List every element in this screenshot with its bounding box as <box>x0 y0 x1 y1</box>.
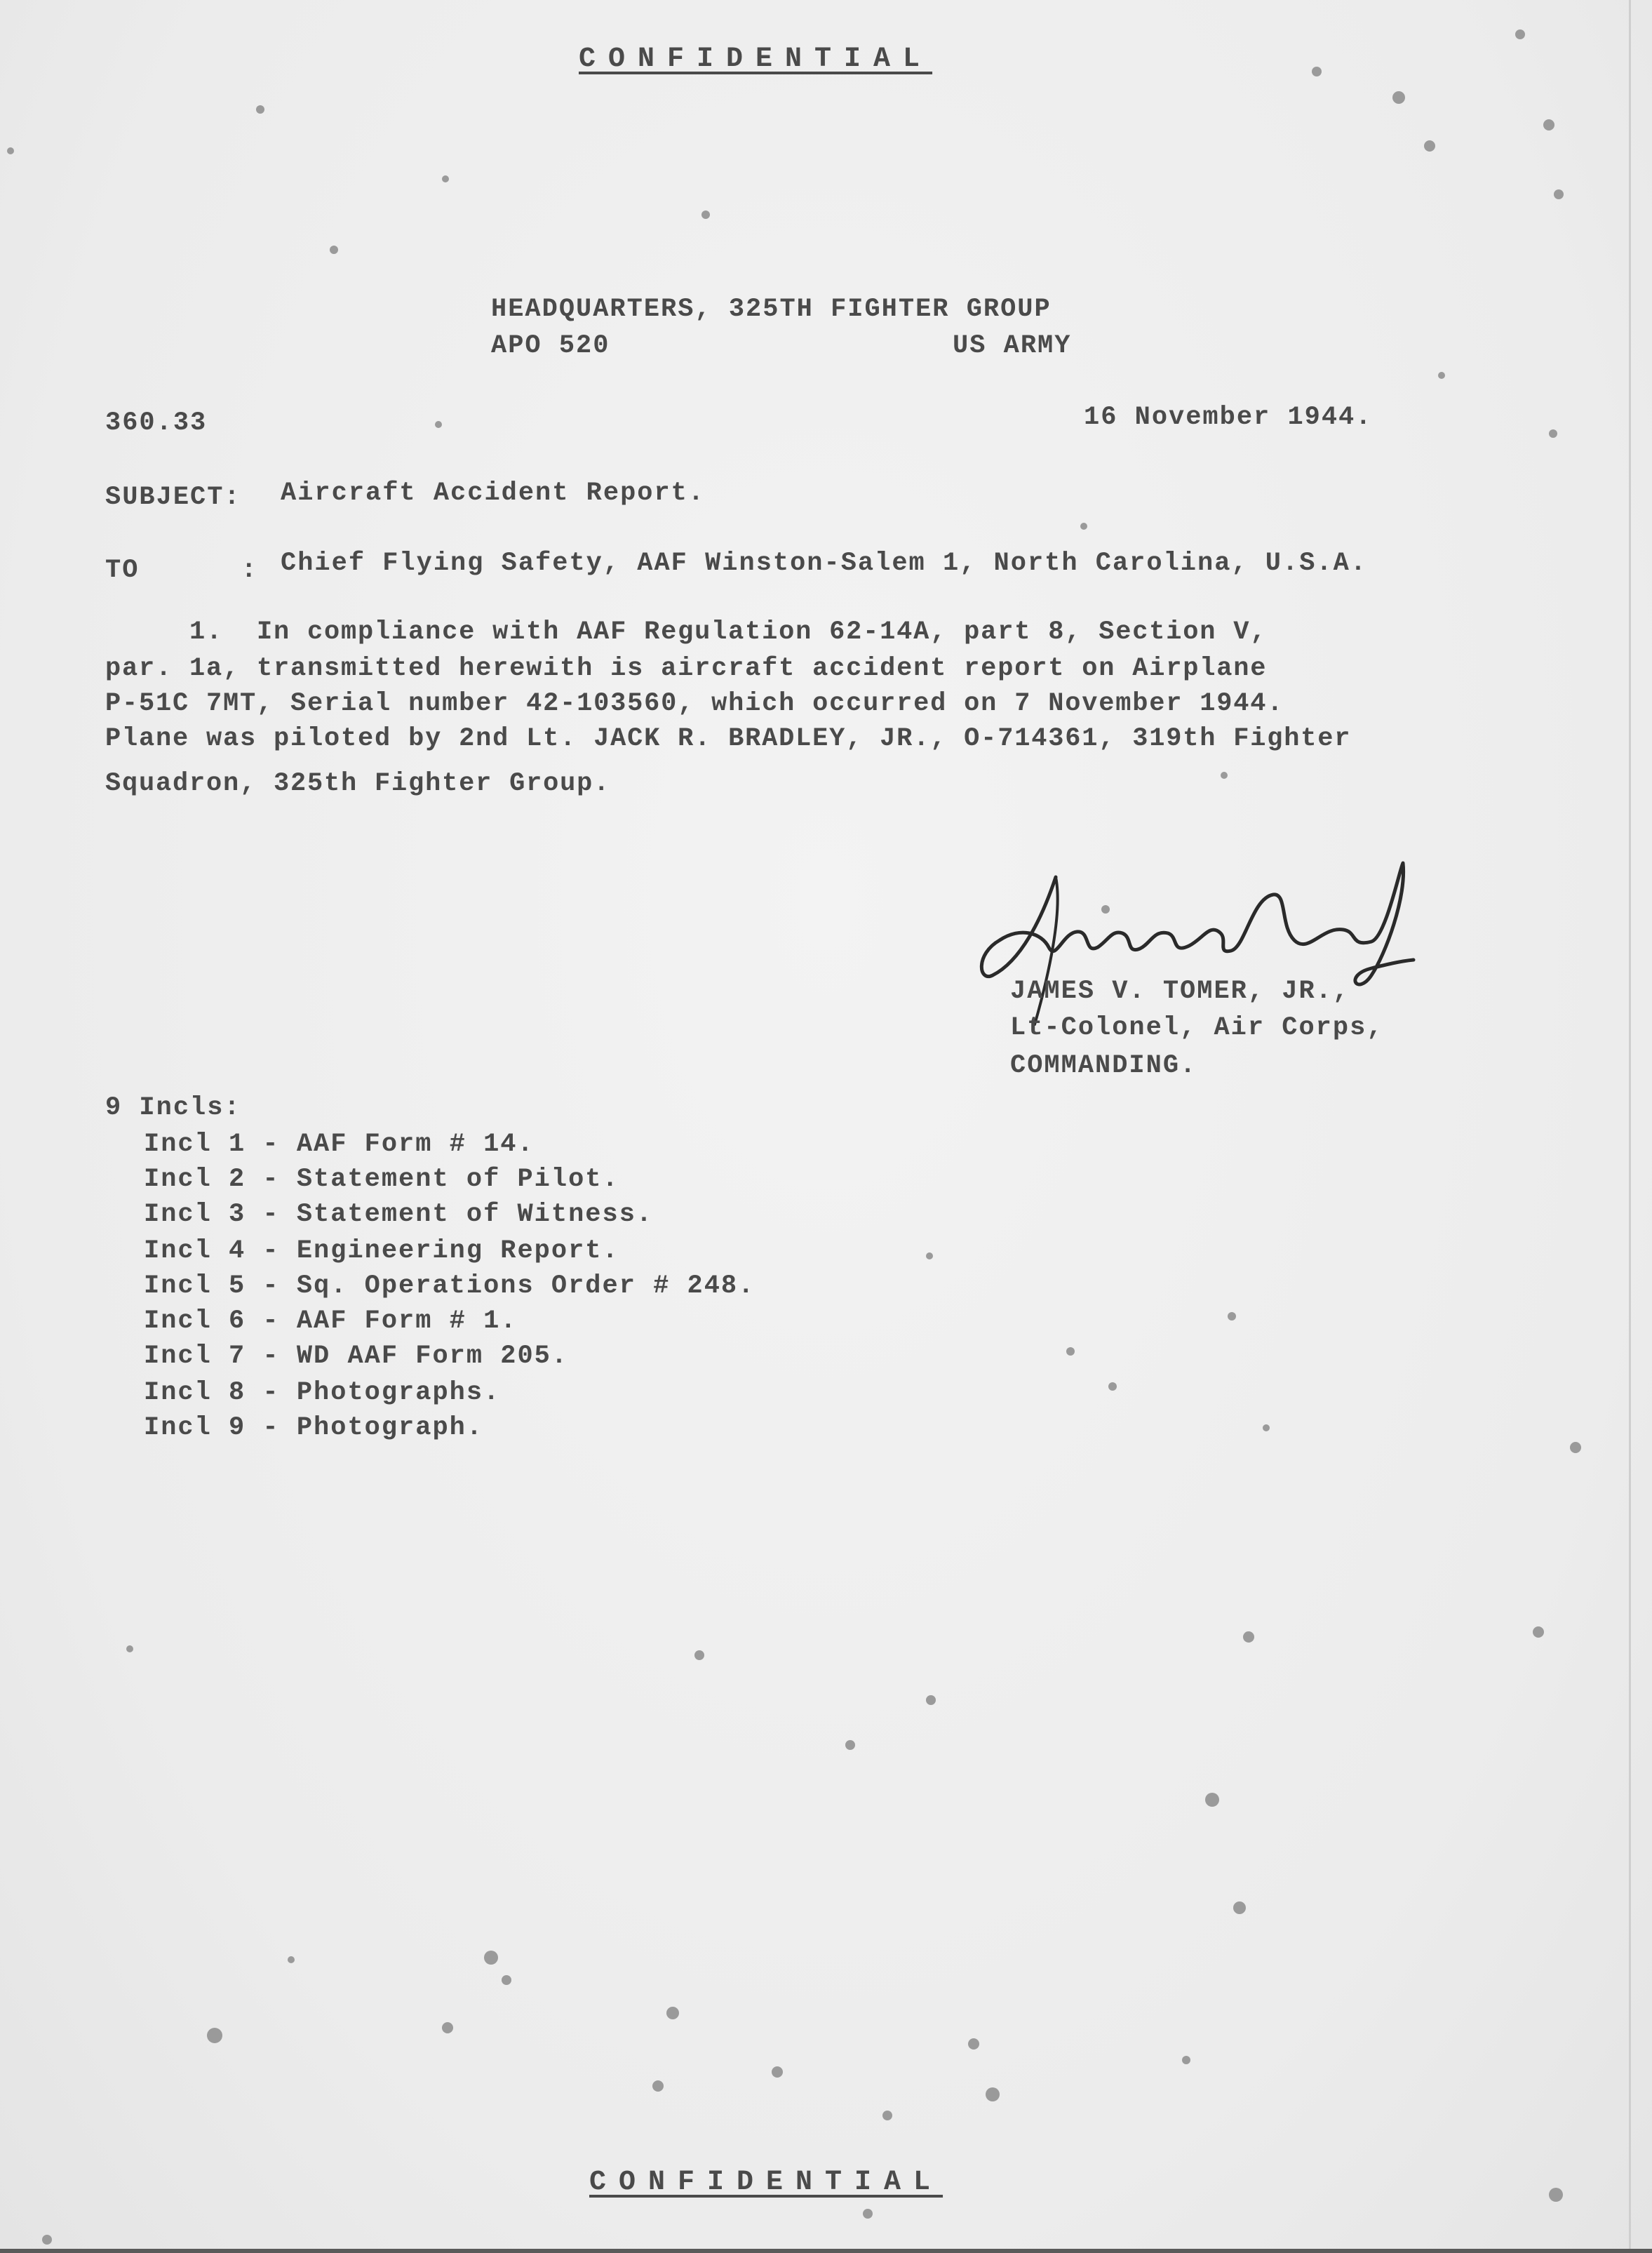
inclosure-item: Incl 4 - Engineering Report. <box>144 1236 619 1266</box>
to-text: Chief Flying Safety, AAF Winston-Salem 1, North Carolina, U.S.A. <box>281 549 1368 578</box>
speck <box>1221 772 1228 779</box>
inclosure-item: Incl 9 - Photograph. <box>144 1413 484 1443</box>
speck <box>442 2022 453 2033</box>
speck <box>1312 67 1322 76</box>
signer-title: COMMANDING. <box>1010 1051 1197 1081</box>
speck <box>1263 1424 1270 1431</box>
speck <box>1108 1382 1117 1391</box>
speck <box>1233 1901 1246 1914</box>
speck <box>1515 29 1525 39</box>
speck <box>1205 1793 1219 1807</box>
speck <box>882 2111 892 2120</box>
inclosure-item: Incl 2 - Statement of Pilot. <box>144 1165 619 1194</box>
speck <box>1533 1626 1544 1638</box>
speck <box>1438 372 1445 379</box>
speck <box>1066 1347 1075 1356</box>
speck <box>1101 905 1110 914</box>
speck <box>986 2087 1000 2101</box>
speck <box>256 105 264 114</box>
speck <box>7 147 14 154</box>
classification-marking-top: CONFIDENTIAL <box>579 44 933 75</box>
speck <box>435 421 442 428</box>
speck <box>502 1975 511 1985</box>
inclosures-header: 9 Incls: <box>105 1093 241 1123</box>
speck <box>207 2028 222 2043</box>
signer-name: JAMES V. TOMER, JR., <box>1010 977 1350 1006</box>
speck <box>42 2235 52 2245</box>
speck <box>845 1740 855 1750</box>
inclosure-item: Incl 8 - Photographs. <box>144 1378 501 1408</box>
paragraph-line: 1. In compliance with AAF Regulation 62-14A, part 8, Section V, <box>105 617 1268 647</box>
speck <box>288 1956 295 1963</box>
page-bottom-edge <box>0 2249 1652 2253</box>
speck <box>701 210 710 219</box>
signer-rank: Lt-Colonel, Air Corps, <box>1010 1013 1384 1043</box>
inclosure-item: Incl 6 - AAF Form # 1. <box>144 1306 518 1336</box>
speck <box>1228 1312 1236 1321</box>
speck <box>484 1951 498 1965</box>
document-date: 16 November 1944. <box>1084 403 1373 432</box>
subject-text: Aircraft Accident Report. <box>281 479 706 508</box>
letterhead-apo: APO 520 <box>491 331 610 361</box>
inclosure-item: Incl 7 - WD AAF Form 205. <box>144 1342 569 1371</box>
speck <box>1554 189 1564 199</box>
speck <box>1424 140 1435 152</box>
speck <box>1392 91 1405 104</box>
paragraph-line: Plane was piloted by 2nd Lt. JACK R. BRADLEY, JR., O-714361, 319th Fighter <box>105 724 1352 754</box>
speck <box>926 1695 936 1705</box>
paragraph-line: P-51C 7MT, Serial number 42-103560, which occurred on 7 November 1944. <box>105 689 1284 718</box>
speck <box>772 2066 783 2078</box>
speck <box>968 2038 979 2050</box>
speck <box>652 2080 664 2092</box>
inclosure-item: Incl 1 - AAF Form # 14. <box>144 1130 535 1159</box>
speck <box>1182 2056 1190 2064</box>
inclosure-item: Incl 3 - Statement of Witness. <box>144 1200 654 1229</box>
paragraph-line: Squadron, 325th Fighter Group. <box>105 769 611 798</box>
letterhead-army: US ARMY <box>953 331 1072 361</box>
speck <box>926 1252 933 1259</box>
speck <box>666 2007 679 2019</box>
page-edge <box>1629 0 1631 2253</box>
classification-marking-bottom: CONFIDENTIAL <box>589 2167 943 2198</box>
speck <box>1549 2188 1563 2202</box>
speck <box>1243 1631 1254 1643</box>
speck <box>126 1645 133 1652</box>
speck <box>694 1650 704 1660</box>
speck <box>442 175 449 182</box>
inclosure-item: Incl 5 - Sq. Operations Order # 248. <box>144 1271 756 1301</box>
speck <box>1543 119 1554 131</box>
speck <box>1549 429 1557 438</box>
subject-label: SUBJECT: <box>105 483 241 512</box>
to-label: TO : <box>105 556 258 585</box>
speck <box>1080 523 1087 530</box>
speck <box>330 246 338 254</box>
speck <box>863 2209 873 2219</box>
speck <box>1570 1442 1581 1453</box>
letterhead-unit: HEADQUARTERS, 325TH FIGHTER GROUP <box>491 295 1052 324</box>
file-number: 360.33 <box>105 408 208 438</box>
paragraph-line: par. 1a, transmitted herewith is aircraft accident report on Airplane <box>105 654 1268 683</box>
